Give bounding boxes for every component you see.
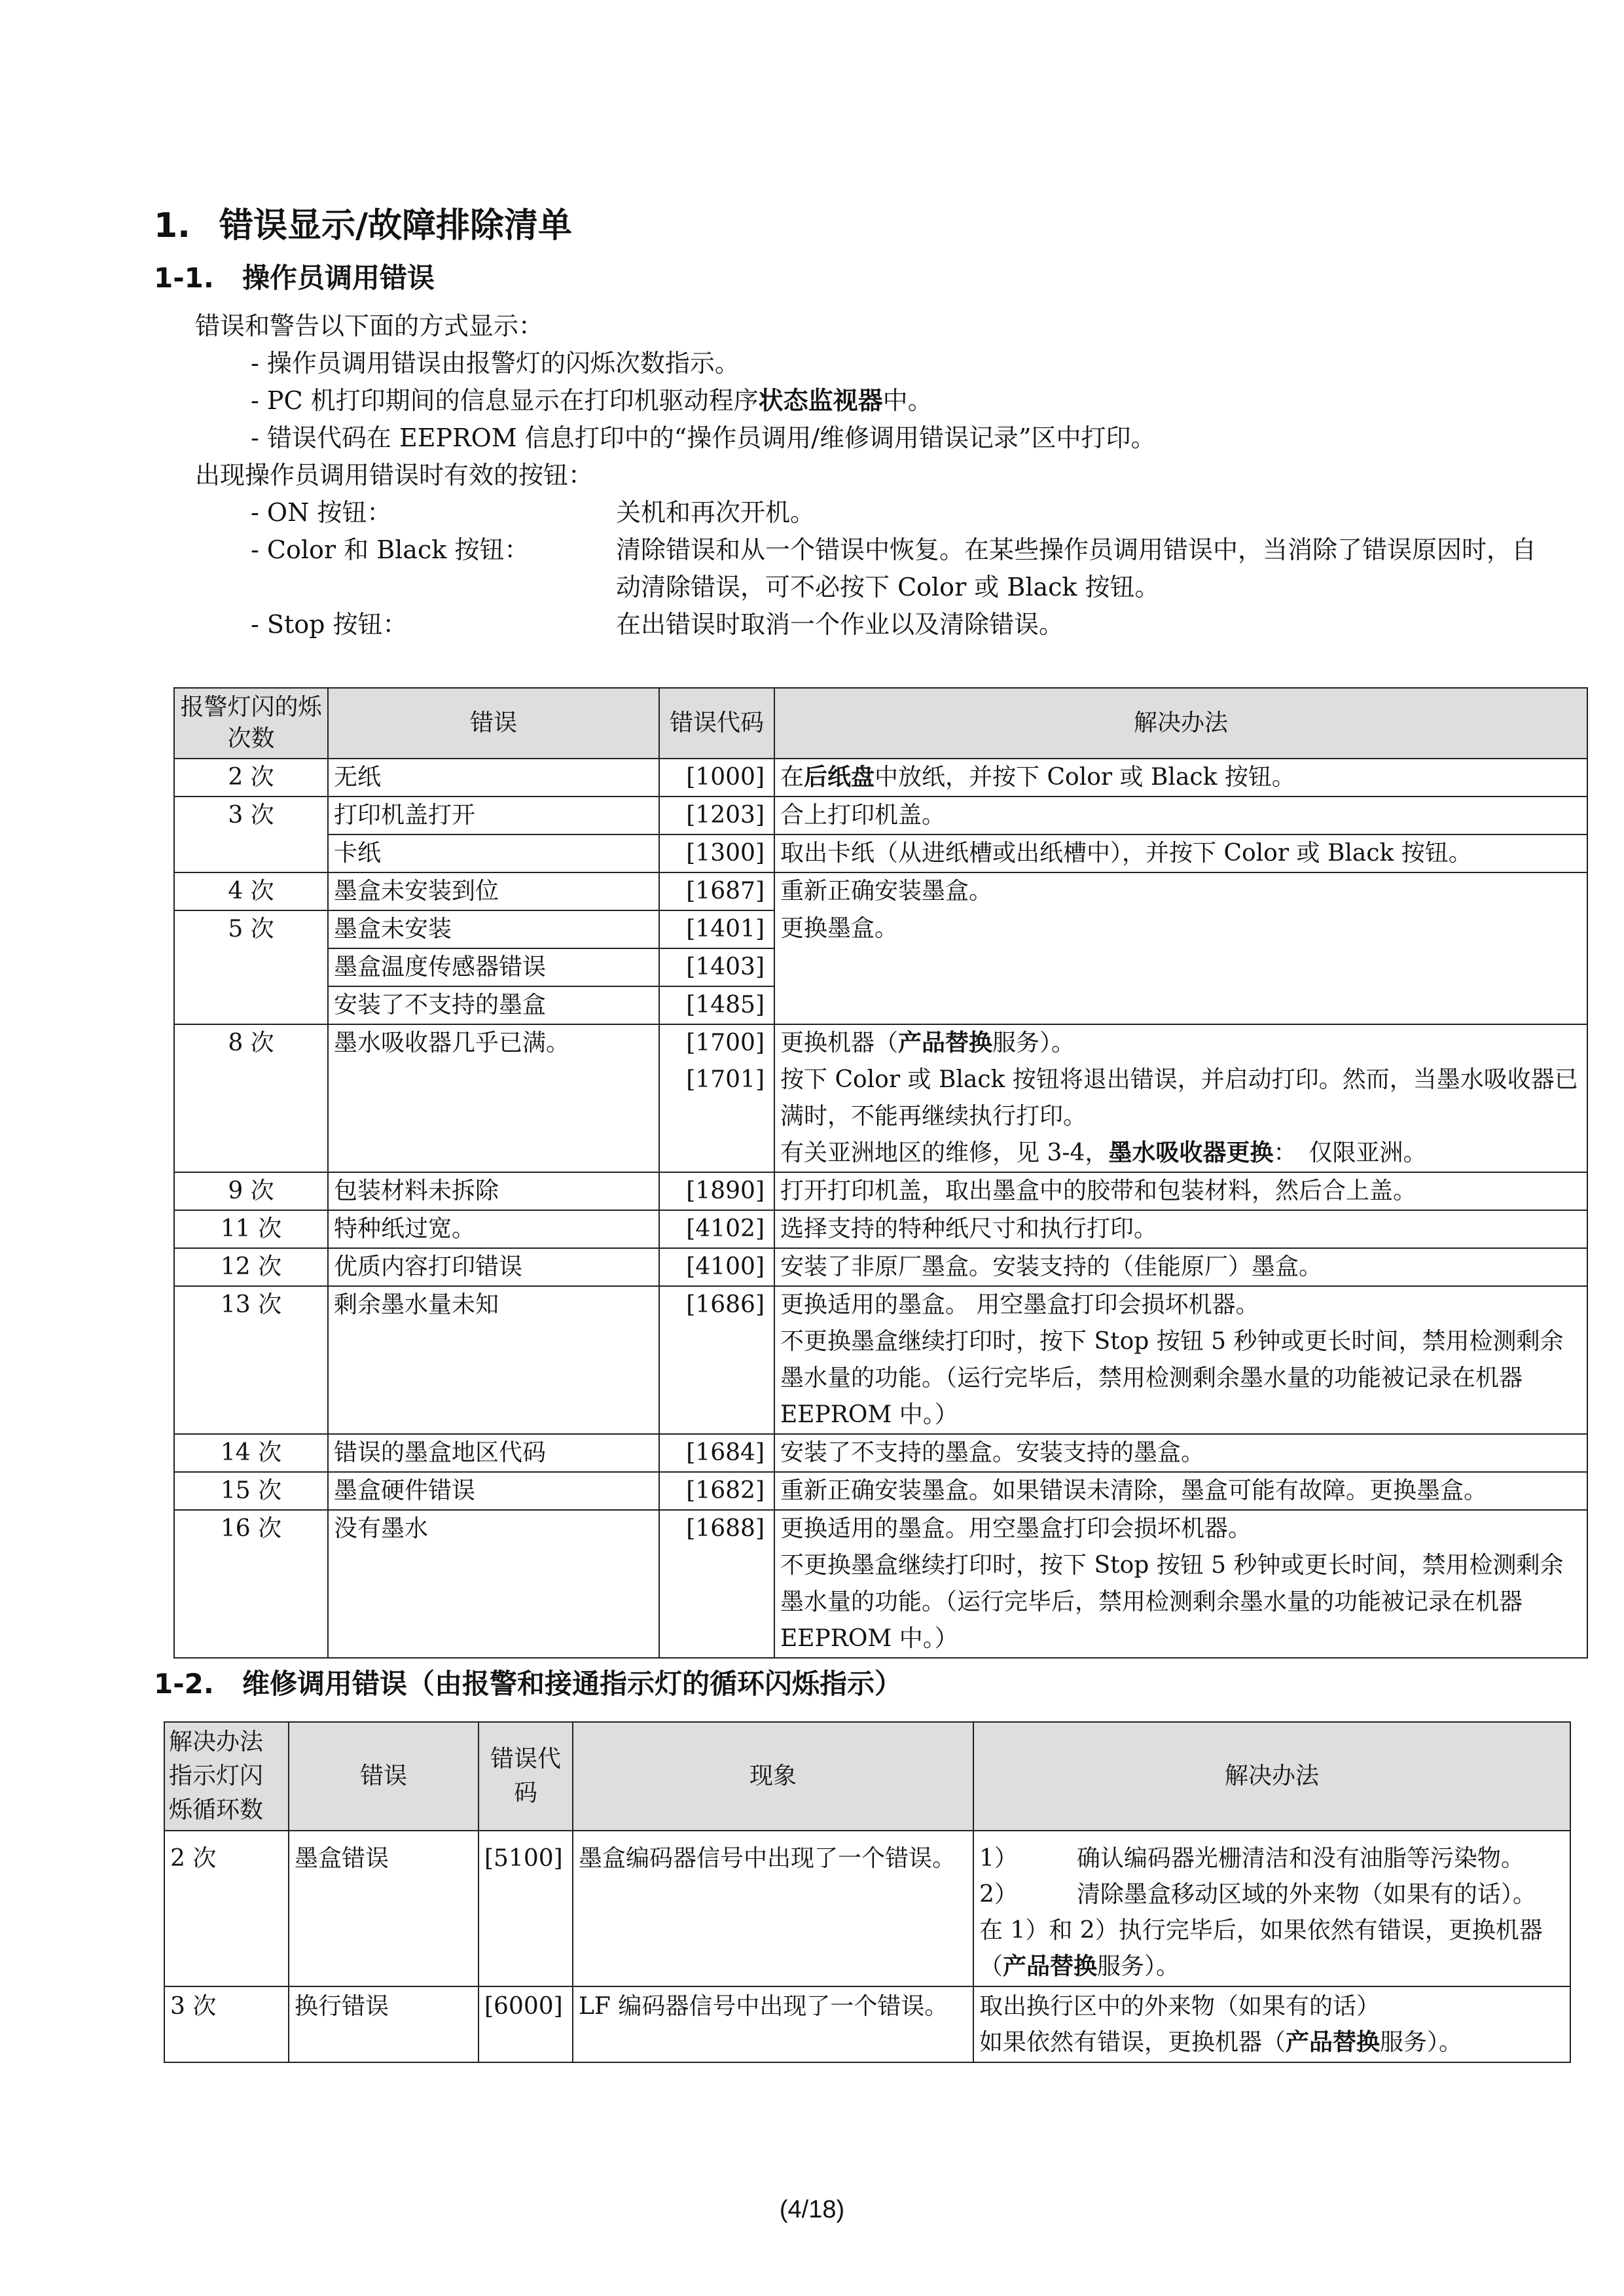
service-call-error-table xyxy=(164,1721,1571,2063)
table-row: 15 次 墨盒硬件错误 [1682] 重新正确安装墨盒。如果错误未清除，墨盒可能有故障。更换墨盒。 xyxy=(174,1472,1587,1510)
table-row: 16 次 没有墨水 [1688] 更换适用的墨盒。用空墨盒打印会损坏机器。 不更换墨盒继续打印时，按下 Stop 按钮 5 秒钟或更长时间，禁用检测剩余墨水量的功能。（运行完毕后，禁用检测剩余墨水量的功能被记录在机器 EEPROM 中。） xyxy=(174,1510,1587,1658)
section-title: 错误显示/故障排除清单 xyxy=(219,206,572,245)
table-row: 4 次 墨盒未安装到位 [1687] 重新正确安装墨盒。 xyxy=(174,872,1587,910)
table-row: 5 次 墨盒未安装 [1401] 更换墨盒。 xyxy=(174,910,1587,948)
column-header: 报警灯闪的烁次数 xyxy=(174,688,328,759)
table-row: 11 次 特种纸过宽。 [4102] 选择支持的特种纸尺寸和执行打印。 xyxy=(174,1210,1587,1248)
table-row: 12 次 优质内容打印错误 [4100] 安装了非原厂墨盒。安装支持的（佳能原厂）墨盒。 xyxy=(174,1248,1587,1286)
table-row: 9 次 包装材料未拆除 [1890] 打开打印机盖，取出墨盒中的胶带和包装材料，然后合上盖。 xyxy=(174,1172,1587,1210)
table-row: 安装了不支持的墨盒 [1485] xyxy=(174,986,1587,1024)
column-header: 错误 xyxy=(289,1722,478,1831)
table-row: 2 次 墨盒错误 [5100] 墨盒编码器信号中出现了一个错误。 1） 确认编码器光栅清洁和没有油脂等污染物。 2） 清除墨盒移动区域的外来物（如果有的话）。 在 1）和 2）执行完毕后，如果依然有错误，更换机器（产品替换服务）。 xyxy=(164,1831,1570,1986)
column-header: 错误代码 xyxy=(659,688,774,759)
status-monitor-term: 状态监视器 xyxy=(758,386,883,415)
column-header: 错误 xyxy=(328,688,659,759)
intro-bullet: - PC 机打印期间的信息显示在打印机驱动程序状态监视器中。 xyxy=(251,386,933,415)
table-row: 3 次 换行错误 [6000] LF 编码器信号中出现了一个错误。 取出换行区中的外来物（如果有的话） 如果依然有错误，更换机器（产品替换服务）。 xyxy=(164,1986,1570,2062)
table-row: 13 次 剩余墨水量未知 [1686] 更换适用的墨盒。 用空墨盒打印会损坏机器。 不更换墨盒继续打印时，按下 Stop 按钮 5 秒钟或更长时间，禁用检测剩余墨水量的功能。（运行完毕后，禁用检测剩余墨水量的功能被记录在机器 EEPROM 中。） xyxy=(174,1286,1587,1434)
section-1-2-heading xyxy=(154,1662,902,1702)
section-1-1-heading xyxy=(154,257,435,296)
column-header: 错误代码 xyxy=(478,1722,573,1831)
section-number: 1-2. xyxy=(154,1668,214,1700)
operator-call-error-table xyxy=(173,687,1588,1659)
page-number: (4/18) xyxy=(779,2196,845,2223)
column-header: 解决办法指示灯闪烁循环数 xyxy=(164,1722,289,1831)
button-description: - Color 和 Black 按钮： 清除错误和从一个错误中恢复。在某些操作员调用错误中，当消除了错误原因时，自动清除错误，可不必按下 Color 或 Black 按钮。 xyxy=(251,535,1537,601)
button-description: - ON 按钮： 关机和再次开机。 xyxy=(251,498,816,527)
intro-bullet: - 操作员调用错误由报警灯的闪烁次数指示。 xyxy=(251,349,740,378)
intro-line: 出现操作员调用错误时有效的按钮： xyxy=(195,461,594,490)
section-title: 维修调用错误（由报警和接通指示灯的循环闪烁指示） xyxy=(242,1668,903,1700)
column-header: 现象 xyxy=(573,1722,973,1831)
table-row: 14 次 错误的墨盒地区代码 [1684] 安装了不支持的墨盒。安装支持的墨盒。 xyxy=(174,1434,1587,1472)
section-number: 1-1. xyxy=(154,262,214,294)
section-1-heading xyxy=(154,198,572,247)
section-number: 1. xyxy=(154,206,190,245)
table-row: 墨盒温度传感器错误 [1403] xyxy=(174,948,1587,986)
section-title: 操作员调用错误 xyxy=(242,262,435,294)
intro-line: 错误和警告以下面的方式显示： xyxy=(195,312,544,340)
intro-text xyxy=(195,308,1602,643)
table-row: 2 次 无纸 [1000] 在后纸盘中放纸，并按下 Color 或 Black 按钮。 xyxy=(174,759,1587,797)
column-header: 解决办法 xyxy=(774,688,1587,759)
table-row: 卡纸 [1300] 取出卡纸（从进纸槽或出纸槽中），并按下 Color 或 Black 按钮。 xyxy=(174,834,1587,872)
table-row: 3 次 打印机盖打开 [1203] 合上打印机盖。 xyxy=(174,797,1587,834)
column-header: 解决办法 xyxy=(973,1722,1570,1831)
table-row: 8 次 墨水吸收器几乎已满。 [1700] [1701] 更换机器（产品替换服务）。 按下 Color 或 Black 按钮将退出错误，并启动打印。然而，当墨水吸收器已满时，不能再继续执行打印。 有关亚洲地区的维修，见 3-4，墨水吸收器更换： 仅限亚洲。 xyxy=(174,1024,1587,1172)
button-description: - Stop 按钮： 在出错误时取消一个作业以及清除错误。 xyxy=(251,610,1064,639)
intro-bullet: - 错误代码在 EEPROM 信息打印中的“操作员调用/维修调用错误记录”区中打印。 xyxy=(251,423,1156,452)
